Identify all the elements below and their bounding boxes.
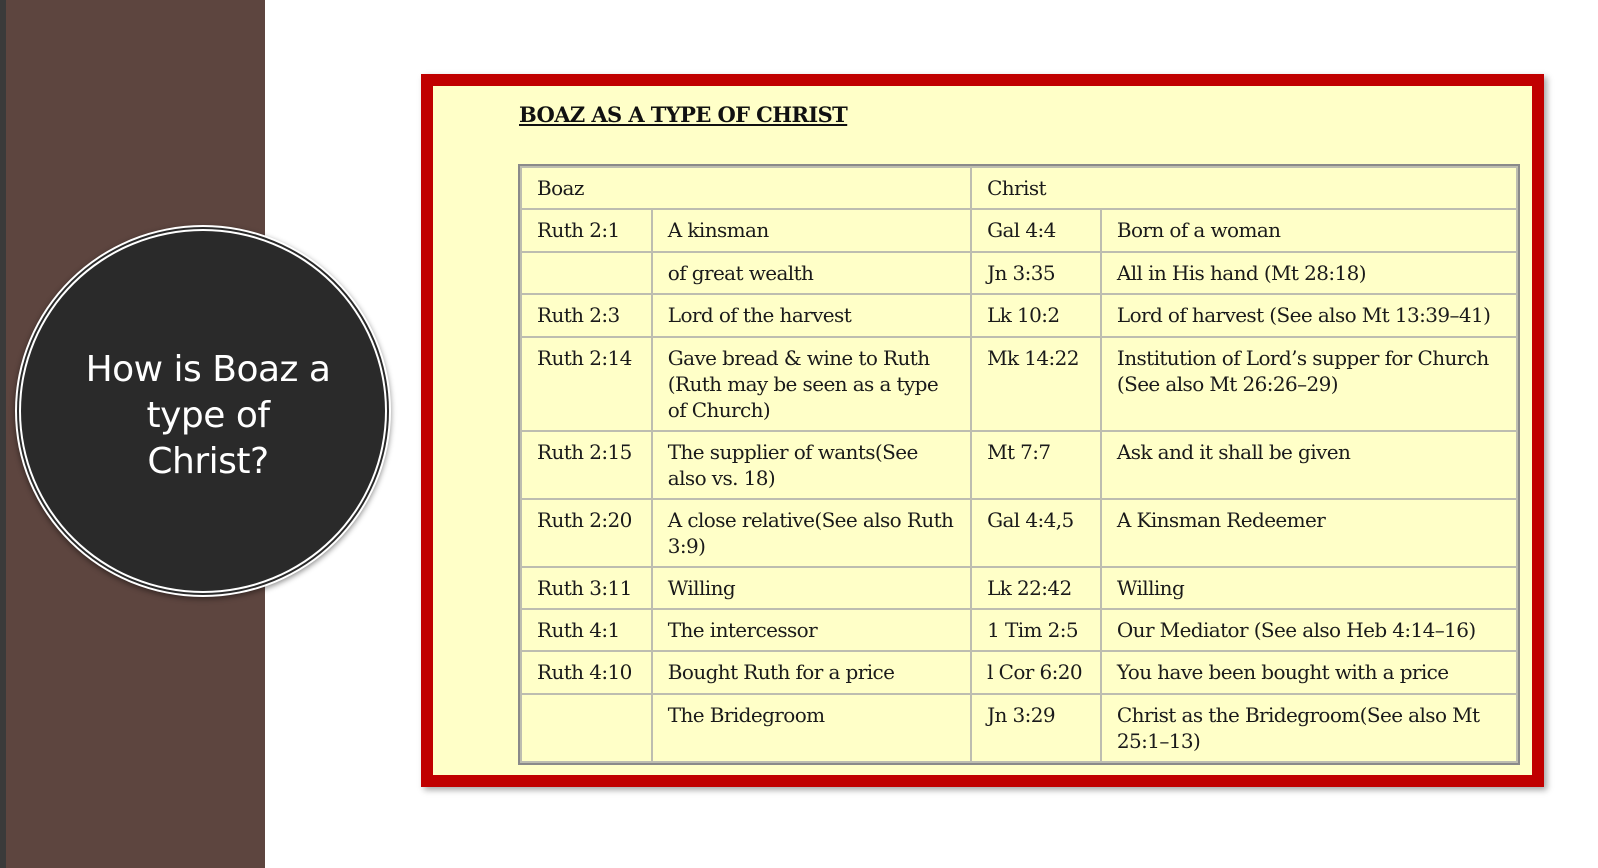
boaz-desc-cell: The Bridegroom — [652, 694, 971, 762]
christ-desc-cell: You have been bought with a price — [1101, 651, 1517, 694]
boaz-desc-cell: A close relative(See also Ruth 3:9) — [652, 499, 971, 567]
christ-desc-cell: Lord of harvest (See also Mt 13:39–41) — [1101, 294, 1517, 337]
christ-ref-cell: l Cor 6:20 — [971, 651, 1101, 694]
christ-ref-cell: Lk 10:2 — [971, 294, 1101, 337]
table-row — [521, 567, 1517, 609]
table-header-row — [521, 167, 1517, 209]
christ-desc-cell: Ask and it shall be given — [1101, 431, 1517, 499]
header-boaz: Boaz — [521, 167, 971, 209]
boaz-ref-cell: Ruth 2:1 — [521, 209, 652, 252]
header-christ: Christ — [971, 167, 1517, 209]
christ-desc-cell: Christ as the Bridegroom(See also Mt 25:1–13) — [1101, 694, 1517, 762]
boaz-desc-cell: Bought Ruth for a price — [652, 651, 971, 694]
boaz-ref-cell — [521, 694, 652, 762]
boaz-ref-cell — [521, 252, 652, 294]
christ-desc-cell: Willing — [1101, 567, 1517, 609]
boaz-desc-cell: The supplier of wants(See also vs. 18) — [652, 431, 971, 499]
comparison-table — [520, 166, 1518, 763]
document-frame — [421, 74, 1544, 787]
christ-desc-cell: Our Mediator (See also Heb 4:14–16) — [1101, 609, 1517, 651]
boaz-desc-cell: Lord of the harvest — [652, 294, 971, 337]
boaz-ref-cell: Ruth 4:1 — [521, 609, 652, 651]
boaz-ref-cell: Ruth 2:20 — [521, 499, 652, 567]
slide-title: How is Boaz a type of Christ? — [85, 349, 331, 482]
document-heading: BOAZ AS A TYPE OF CHRIST — [519, 102, 848, 127]
title-circle — [15, 225, 391, 597]
table-row — [521, 294, 1517, 337]
table-row — [521, 337, 1517, 431]
table-row — [521, 609, 1517, 651]
christ-ref-cell: Jn 3:35 — [971, 252, 1101, 294]
title-circle-fill — [21, 231, 385, 591]
christ-ref-cell: 1 Tim 2:5 — [971, 609, 1101, 651]
christ-ref-cell: Gal 4:4 — [971, 209, 1101, 252]
table-row — [521, 651, 1517, 694]
boaz-desc-cell: of great wealth — [652, 252, 971, 294]
document-page — [433, 86, 1532, 775]
boaz-desc-cell: Willing — [652, 567, 971, 609]
christ-ref-cell: Jn 3:29 — [971, 694, 1101, 762]
table-row — [521, 209, 1517, 252]
table-row — [521, 499, 1517, 567]
boaz-desc-cell: Gave bread & wine to Ruth (Ruth may be seen as a type of Church) — [652, 337, 971, 431]
christ-desc-cell: All in His hand (Mt 28:18) — [1101, 252, 1517, 294]
boaz-desc-cell: A kinsman — [652, 209, 971, 252]
boaz-ref-cell: Ruth 2:3 — [521, 294, 652, 337]
christ-ref-cell: Gal 4:4,5 — [971, 499, 1101, 567]
christ-desc-cell: Born of a woman — [1101, 209, 1517, 252]
christ-ref-cell: Mk 14:22 — [971, 337, 1101, 431]
boaz-ref-cell: Ruth 2:15 — [521, 431, 652, 499]
boaz-ref-cell: Ruth 3:11 — [521, 567, 652, 609]
boaz-ref-cell: Ruth 2:14 — [521, 337, 652, 431]
christ-ref-cell: Mt 7:7 — [971, 431, 1101, 499]
table-row — [521, 431, 1517, 499]
christ-desc-cell: A Kinsman Redeemer — [1101, 499, 1517, 567]
christ-desc-cell: Institution of Lord’s supper for Church (See also Mt 26:26–29) — [1101, 337, 1517, 431]
table-row — [521, 252, 1517, 294]
table-row — [521, 694, 1517, 762]
boaz-desc-cell: The intercessor — [652, 609, 971, 651]
boaz-ref-cell: Ruth 4:10 — [521, 651, 652, 694]
christ-ref-cell: Lk 22:42 — [971, 567, 1101, 609]
